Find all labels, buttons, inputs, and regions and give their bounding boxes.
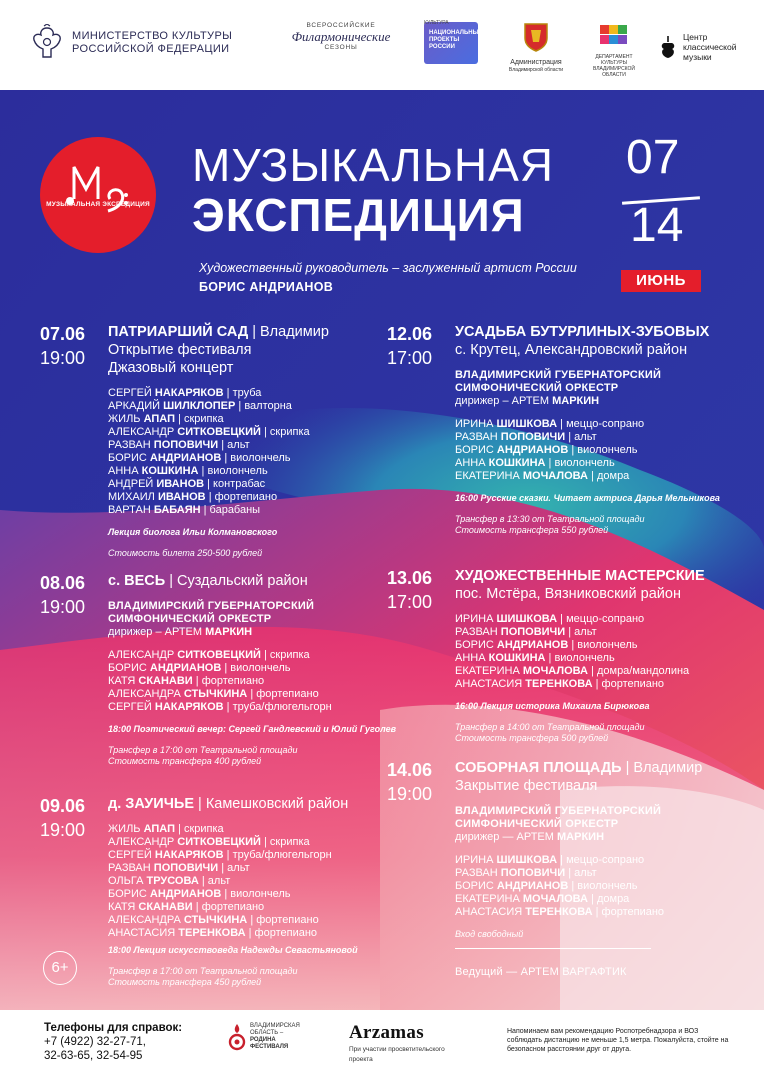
performer-first-name: ОЛЬГА	[108, 875, 147, 887]
performer-list	[455, 854, 702, 919]
venue-name: ПАТРИАРШИЙ САД	[108, 324, 249, 340]
philharmonic-seasons-logo	[282, 22, 400, 51]
performer-last-name: ИВАНОВ	[156, 478, 205, 490]
performer	[455, 665, 705, 678]
performer-role: | скрипка	[174, 413, 224, 425]
performer-role: | скрипка	[174, 823, 224, 835]
rodina-line: РОДИНА	[250, 1037, 276, 1043]
performer-role: | меццо-сопрано	[557, 854, 645, 866]
performer	[455, 880, 702, 893]
philharmonic-line3: СЕЗОНЫ	[324, 44, 358, 51]
venue-location: | Суздальский район	[165, 573, 308, 589]
performer-last-name: ТЕРЕНКОВА	[178, 927, 246, 939]
performer-first-name: БОРИС	[108, 662, 150, 674]
performer-first-name: ИРИНА	[455, 418, 497, 430]
performer-last-name: АНДРИАНОВ	[149, 888, 222, 900]
performer-first-name: АЛЕКСАНДРА	[108, 688, 184, 700]
performer	[455, 678, 705, 691]
performer-role: | фортепиано	[192, 675, 265, 687]
venue-name: СОБОРНАЯ ПЛОЩАДЬ	[455, 760, 622, 776]
performer-first-name: АНАСТАСИЯ	[455, 906, 526, 918]
performer-first-name: БОРИС	[455, 444, 497, 456]
performer-role: | виолончель	[545, 457, 615, 469]
event-note: Стоимость трансфера 450 рублей	[108, 977, 262, 987]
performer	[455, 626, 705, 639]
performer-last-name: СТЫЧКИНА	[183, 688, 248, 700]
performer	[108, 491, 329, 504]
event-subtitle: Открытие фестиваля	[108, 342, 252, 358]
performer-role: | барабаны	[200, 504, 261, 516]
performer-role: | виолончель	[568, 880, 638, 892]
performer	[108, 823, 358, 836]
performer-last-name: АПАП	[143, 823, 175, 835]
classical-music-center-logo	[658, 32, 736, 62]
conductor-prefix: дирижер — АРТЕМ	[455, 831, 557, 843]
host-line: Ведущий — АРТЕМ ВАРГАФТИК	[455, 966, 627, 978]
performer-last-name: СКАНАВИ	[138, 675, 193, 687]
event-note: Лекция биолога Ильи Колмановского	[108, 527, 278, 537]
event-program: 16:00 Русские сказки. Читает актриса Дарья Мельникова	[455, 493, 720, 503]
festival-logo	[40, 137, 156, 253]
performer	[108, 849, 358, 862]
venue-location: | Владимир	[621, 760, 703, 776]
event-time: 19:00	[40, 597, 86, 617]
performer-role: | домра	[588, 470, 630, 482]
event-program: 16:00 Лекция историка Михаила Бирюкова	[455, 701, 650, 711]
event-date: 08.06	[40, 573, 86, 593]
performer-last-name: КОШКИНА	[488, 652, 546, 664]
performer-last-name: ПОПОВИЧИ	[153, 439, 219, 451]
contact-phones	[44, 1021, 182, 1063]
performer-last-name: ИВАНОВ	[157, 491, 206, 503]
performer	[455, 444, 720, 457]
festival-start-day: 07	[626, 131, 680, 184]
orchestra-name: СИМФОНИЧЕСКИЙ ОРКЕСТР	[455, 818, 619, 830]
performer-first-name: РАЗВАН	[455, 431, 501, 443]
department-logo	[583, 24, 645, 78]
performer-first-name: КАТЯ	[108, 675, 139, 687]
performer-first-name: ЖИЛЬ	[108, 823, 144, 835]
performer-first-name: БОРИС	[108, 888, 150, 900]
performer	[108, 465, 329, 478]
performer-first-name: АРКАДИЙ	[108, 400, 164, 412]
performer	[455, 652, 705, 665]
performer-first-name: СЕРГЕЙ	[108, 387, 155, 399]
orchestra-name: СИМФОНИЧЕСКИЙ ОРКЕСТР	[108, 613, 272, 625]
event-note: Стоимость трансфера 400 рублей	[108, 756, 262, 766]
center-name-line: Центр	[683, 32, 708, 42]
performer-last-name: ШИЛКЛОПЕР	[163, 400, 236, 412]
performer-role: | скрипка	[260, 649, 310, 661]
performer	[108, 688, 396, 701]
performer-last-name: ПОПОВИЧИ	[500, 431, 566, 443]
performer-first-name: АНДРЕЙ	[108, 478, 157, 490]
performer-last-name: АНДРИАНОВ	[496, 444, 569, 456]
performer	[108, 439, 329, 452]
performer-first-name: АЛЕКСАНДР	[108, 836, 178, 848]
philharmonic-line1: ВСЕРОССИЙСКИЕ	[306, 22, 376, 29]
poster-footer	[0, 1010, 764, 1080]
health-notice: Напоминаем вам рекомендацию Роспотребнадзора и ВОЗ соблюдать дистанцию не меньше 1,5 метра. Пожалуйста, стойте на безопасном расстоянии друг от друга.	[507, 1028, 729, 1053]
performer-first-name: РАЗВАН	[108, 439, 154, 451]
arzamas-sub-line: проекта	[349, 1056, 373, 1063]
performer-list	[108, 649, 396, 714]
event-time: 17:00	[387, 592, 433, 612]
performer-last-name: СИТКОВЕЦКИЙ	[177, 836, 261, 848]
performer-last-name: ПОПОВИЧИ	[500, 626, 566, 638]
phones-title: Телефоны для справок:	[44, 1022, 183, 1034]
performer-first-name: МИХАИЛ	[108, 491, 158, 503]
performer-role: | труба/флюгельгорн	[223, 701, 332, 713]
conductor-last-name: МАРКИН	[557, 831, 605, 843]
performer-role: | виолончель	[221, 662, 291, 674]
performer-first-name: РАЗВАН	[108, 862, 154, 874]
performer	[455, 639, 705, 652]
performer-first-name: ИРИНА	[455, 613, 497, 625]
performer-last-name: АНДРИАНОВ	[496, 880, 569, 892]
event-subtitle: Закрытие фестиваля	[455, 778, 598, 794]
performer	[108, 478, 329, 491]
performer	[108, 675, 396, 688]
performer-last-name: ПОПОВИЧИ	[153, 862, 219, 874]
performer-last-name: СТЫЧКИНА	[183, 914, 248, 926]
performer-role: | труба/флюгельгорн	[223, 849, 332, 861]
venue-location: | Владимир	[248, 324, 329, 340]
performer-first-name: ВАРТАН	[108, 504, 154, 516]
performer	[455, 431, 720, 444]
performer	[108, 701, 396, 714]
event-time: 19:00	[40, 820, 86, 840]
performer	[455, 470, 720, 483]
conductor-prefix: дирижер – АРТЕМ	[455, 395, 553, 407]
event-note: Стоимость трансфера 550 рублей	[455, 525, 609, 535]
performer-first-name: АННА	[455, 652, 489, 664]
event-note: Трансфер в 14:00 от Театральной площади	[455, 722, 645, 732]
performer-role: | альт	[565, 867, 597, 879]
performer-first-name: АНАСТАСИЯ	[455, 678, 526, 690]
philharmonic-line2: Филармонические	[291, 29, 391, 44]
conductor-prefix: дирижер – АРТЕМ	[108, 626, 206, 638]
rodina-emblem-icon	[228, 1022, 246, 1052]
performer	[455, 867, 702, 880]
event-venue	[108, 323, 329, 341]
performer-last-name: АНДРИАНОВ	[496, 639, 569, 651]
event-venue	[455, 759, 702, 777]
director-name: БОРИС АНДРИАНОВ	[199, 280, 334, 294]
event-date: 07.06	[40, 324, 86, 344]
performer	[108, 413, 329, 426]
performer-role: | фортепиано	[245, 927, 318, 939]
event-date: 13.06	[387, 568, 433, 588]
performer-first-name: АЛЕКСАНДРА	[108, 914, 184, 926]
performer-last-name: АПАП	[143, 413, 175, 425]
performer-first-name: ИРИНА	[455, 854, 497, 866]
festival-title-line2: ЭКСПЕДИЦИЯ	[192, 189, 525, 241]
venue-name: ХУДОЖЕСТВЕННЫЕ МАСТЕРСКИЕ	[455, 568, 705, 584]
performer-last-name: ШИШКОВА	[496, 613, 558, 625]
performer-last-name: НАКАРЯКОВ	[154, 849, 224, 861]
event-date: 14.06	[387, 760, 433, 780]
performer-last-name: ТЕРЕНКОВА	[525, 906, 593, 918]
performer	[455, 613, 705, 626]
performer-first-name: ЕКАТЕРИНА	[455, 470, 523, 482]
center-name-line: музыки	[683, 52, 712, 62]
event-venue	[455, 567, 705, 585]
performer-first-name: АЛЕКСАНДР	[108, 649, 178, 661]
national-projects-tag: КУЛЬТУРА	[424, 20, 449, 26]
event-program: 18:00 Поэтический вечер: Сергей Гандлевский и Юлий Гуголев	[108, 724, 397, 734]
performer-role: | виолончель	[221, 452, 291, 464]
performer-first-name: РАЗВАН	[455, 626, 501, 638]
festival-month-badge: ИЮНЬ	[621, 270, 701, 292]
performer-last-name: СКАНАВИ	[138, 901, 193, 913]
event-venue	[108, 795, 358, 813]
performer-role: | труба	[223, 387, 262, 399]
performer-first-name: РАЗВАН	[455, 867, 501, 879]
ministry-name-line: РОССИЙСКОЙ ФЕДЕРАЦИИ	[72, 43, 230, 55]
performer-last-name: ШИШКОВА	[496, 854, 558, 866]
performer-last-name: ТЕРЕНКОВА	[525, 678, 593, 690]
performer-first-name: БОРИС	[455, 880, 497, 892]
cello-icon	[658, 34, 678, 60]
orchestra-name: ВЛАДИМИРСКИЙ ГУБЕРНАТОРСКИЙ	[455, 369, 662, 381]
event-note: Трансфер в 13:30 от Театральной площади	[455, 514, 645, 524]
event-date: 09.06	[40, 796, 86, 816]
performer-last-name: МОЧАЛОВА	[522, 893, 588, 905]
performer-role: | виолончель	[568, 444, 638, 456]
arzamas-name: Arzamas	[349, 1022, 424, 1043]
performer	[455, 906, 702, 919]
performer	[108, 400, 329, 413]
national-projects-line: НАЦИОНАЛЬНЫЕ	[429, 30, 483, 36]
venue-name: д. ЗАУИЧЬЕ	[108, 796, 194, 812]
national-projects-badge	[424, 22, 483, 64]
performer-role: | домра/мандолина	[588, 665, 690, 677]
performer-last-name: СИТКОВЕЦКИЙ	[177, 426, 261, 438]
performer	[108, 662, 396, 675]
rodina-line: ОБЛАСТЬ –	[250, 1030, 284, 1036]
performer	[108, 914, 358, 927]
performer	[108, 862, 358, 875]
performer-list	[455, 613, 705, 691]
performer-role: | фортепиано	[247, 914, 319, 926]
performer	[108, 649, 396, 662]
performer-role: | альт	[218, 439, 250, 451]
rodina-festivalya-logo	[228, 1022, 300, 1052]
performer-role: | виолончель	[198, 465, 268, 477]
administration-line2: Владимирской области	[508, 67, 564, 73]
performer-first-name: ЖИЛЬ	[108, 413, 144, 425]
venue-name: с. ВЕСЬ	[108, 573, 166, 589]
event-note: Стоимость трансфера 500 рублей	[455, 733, 609, 743]
performer-role: | альт	[218, 862, 250, 874]
music-note-m-icon	[40, 137, 156, 253]
performer-role: | валторна	[235, 400, 292, 412]
arzamas-logo	[349, 1022, 445, 1064]
venue-location: | Камешковский район	[194, 796, 349, 812]
performer-role: | фортепиано	[592, 678, 665, 690]
performer	[108, 901, 358, 914]
event-subtitle: Джазовый концерт	[108, 360, 234, 376]
performer-first-name: АННА	[455, 457, 489, 469]
event-time: 19:00	[40, 348, 86, 368]
performer-last-name: НАКАРЯКОВ	[154, 701, 224, 713]
event-time: 19:00	[387, 784, 433, 804]
ministry-name-line: МИНИСТЕРСТВО КУЛЬТУРЫ	[72, 30, 233, 42]
performer-last-name: АНДРИАНОВ	[149, 662, 222, 674]
performer	[455, 854, 702, 867]
festival-logo-caption: МУЗЫКАЛЬНАЯ ЭКСПЕДИЦИЯ	[46, 201, 150, 208]
event-note: Трансфер в 17:00 от Театральной площади	[108, 966, 298, 976]
event-venue	[455, 323, 720, 341]
performer	[108, 504, 329, 517]
performer-last-name: КОШКИНА	[141, 465, 199, 477]
national-projects-line: РОССИИ	[429, 44, 455, 50]
performer-last-name: АНДРИАНОВ	[149, 452, 222, 464]
performer	[455, 457, 720, 470]
performer-first-name: ЕКАТЕРИНА	[455, 665, 523, 677]
performer-role: | фортепиано	[247, 688, 319, 700]
performer	[108, 888, 358, 901]
orchestra-name: ВЛАДИМИРСКИЙ ГУБЕРНАТОРСКИЙ	[455, 805, 662, 817]
performer-role: | домра	[588, 893, 630, 905]
event-subtitle: с. Крутец, Александровский район	[455, 342, 688, 358]
performer-list	[108, 823, 358, 940]
performer-last-name: МОЧАЛОВА	[522, 665, 588, 677]
festival-end-day: 14	[630, 199, 684, 252]
performer-role: | альт	[198, 875, 231, 887]
event-date: 12.06	[387, 324, 433, 344]
conductor-last-name: МАРКИН	[552, 395, 600, 407]
event-note: Трансфер в 17:00 от Театральной площади	[108, 745, 298, 755]
performer-role: | альт	[565, 431, 597, 443]
administration-line1: Администрация	[510, 59, 562, 66]
performer-role: | фортепиано	[205, 491, 278, 503]
orchestra-name: ВЛАДИМИРСКИЙ ГУБЕРНАТОРСКИЙ	[108, 600, 315, 612]
partner-logos-bar	[0, 0, 764, 90]
performer-last-name: МОЧАЛОВА	[522, 470, 588, 482]
performer-role: | скрипка	[260, 426, 310, 438]
performer	[108, 875, 358, 888]
phone-line: +7 (4922) 32-27-71,	[44, 1036, 146, 1048]
performer-list	[108, 387, 329, 517]
rodina-line: ВЛАДИМИРСКАЯ	[250, 1023, 300, 1029]
conductor	[455, 395, 720, 408]
performer-role: | альт	[565, 626, 597, 638]
performer	[108, 426, 329, 439]
performer-role: | фортепиано	[192, 901, 265, 913]
conductor	[108, 626, 396, 639]
performer-last-name: КОШКИНА	[488, 457, 546, 469]
performer-first-name: СЕРГЕЙ	[108, 701, 155, 713]
performer-role: | скрипка	[260, 836, 310, 848]
performer-last-name: ШИШКОВА	[496, 418, 558, 430]
ministry-logo	[30, 24, 232, 62]
festival-poster	[0, 90, 764, 1010]
phone-line: 32-63-65, 32-54-95	[44, 1050, 143, 1062]
venue-name: УСАДЬБА БУТУРЛИНЫХ-ЗУБОВЫХ	[455, 324, 710, 340]
performer-first-name: СЕРГЕЙ	[108, 849, 155, 861]
event-subtitle: пос. Мстёра, Вязниковский район	[455, 586, 681, 602]
performer	[455, 418, 720, 431]
performer	[108, 452, 329, 465]
event-venue	[108, 572, 396, 590]
event-note: Вход свободный	[455, 929, 524, 939]
festival-title-line1: МУЗЫКАЛЬНАЯ	[192, 139, 555, 191]
age-rating-badge: 6+	[43, 951, 77, 985]
performer-first-name: БОРИС	[455, 639, 497, 651]
performer-last-name: СИТКОВЕЦКИЙ	[177, 649, 261, 661]
performer-first-name: ЕКАТЕРИНА	[455, 893, 523, 905]
director-title: Художественный руководитель – заслуженный артист России	[199, 261, 577, 275]
performer-last-name: НАКАРЯКОВ	[154, 387, 224, 399]
performer-role: | контрабас	[204, 478, 266, 490]
performer-role: | виолончель	[568, 639, 638, 651]
performer-last-name: ПОПОВИЧИ	[500, 867, 566, 879]
performer	[455, 893, 702, 906]
conductor	[455, 831, 702, 844]
performer-first-name: АЛЕКСАНДР	[108, 426, 178, 438]
performer-first-name: АНАСТАСИЯ	[108, 927, 179, 939]
host-divider	[455, 948, 651, 949]
event-note: Стоимость билета 250-500 рублей	[108, 548, 263, 558]
performer	[108, 927, 358, 940]
national-projects-logo	[424, 20, 483, 64]
performer-role: | фортепиано	[592, 906, 665, 918]
performer-list	[455, 418, 720, 483]
center-name-line: классической	[683, 42, 737, 52]
administration-logo	[505, 22, 567, 73]
performer	[108, 836, 358, 849]
orchestra-name: СИМФОНИЧЕСКИЙ ОРКЕСТР	[455, 382, 619, 394]
performer-first-name: КАТЯ	[108, 901, 139, 913]
event-program: 18:00 Лекция искусствоведа Надежды Севастьяновой	[108, 945, 358, 955]
performer-last-name: БАБАЯН	[153, 504, 201, 516]
performer-role: | виолончель	[221, 888, 291, 900]
event-time: 17:00	[387, 348, 433, 368]
regional-shield-icon	[523, 22, 549, 52]
performer-first-name: БОРИС	[108, 452, 150, 464]
arzamas-sub-line: При участии просветительского	[349, 1046, 445, 1053]
performer-role: | виолончель	[545, 652, 615, 664]
department-emblem-icon	[599, 24, 629, 46]
national-projects-line: ПРОЕКТЫ	[429, 37, 460, 43]
department-line2: ВЛАДИМИРСКОЙ ОБЛАСТИ	[592, 66, 636, 78]
department-line1: ДЕПАРТАМЕНТ КУЛЬТУРЫ	[595, 54, 633, 66]
performer-role: | меццо-сопрано	[557, 418, 645, 430]
rodina-line: ФЕСТИВАЛЯ	[250, 1044, 289, 1050]
conductor-last-name: МАРКИН	[205, 626, 253, 638]
performer-last-name: ТРУСОВА	[146, 875, 199, 887]
performer	[108, 387, 329, 400]
performer-role: | меццо-сопрано	[557, 613, 645, 625]
performer-first-name: АННА	[108, 465, 142, 477]
coat-of-arms-icon	[30, 24, 64, 62]
